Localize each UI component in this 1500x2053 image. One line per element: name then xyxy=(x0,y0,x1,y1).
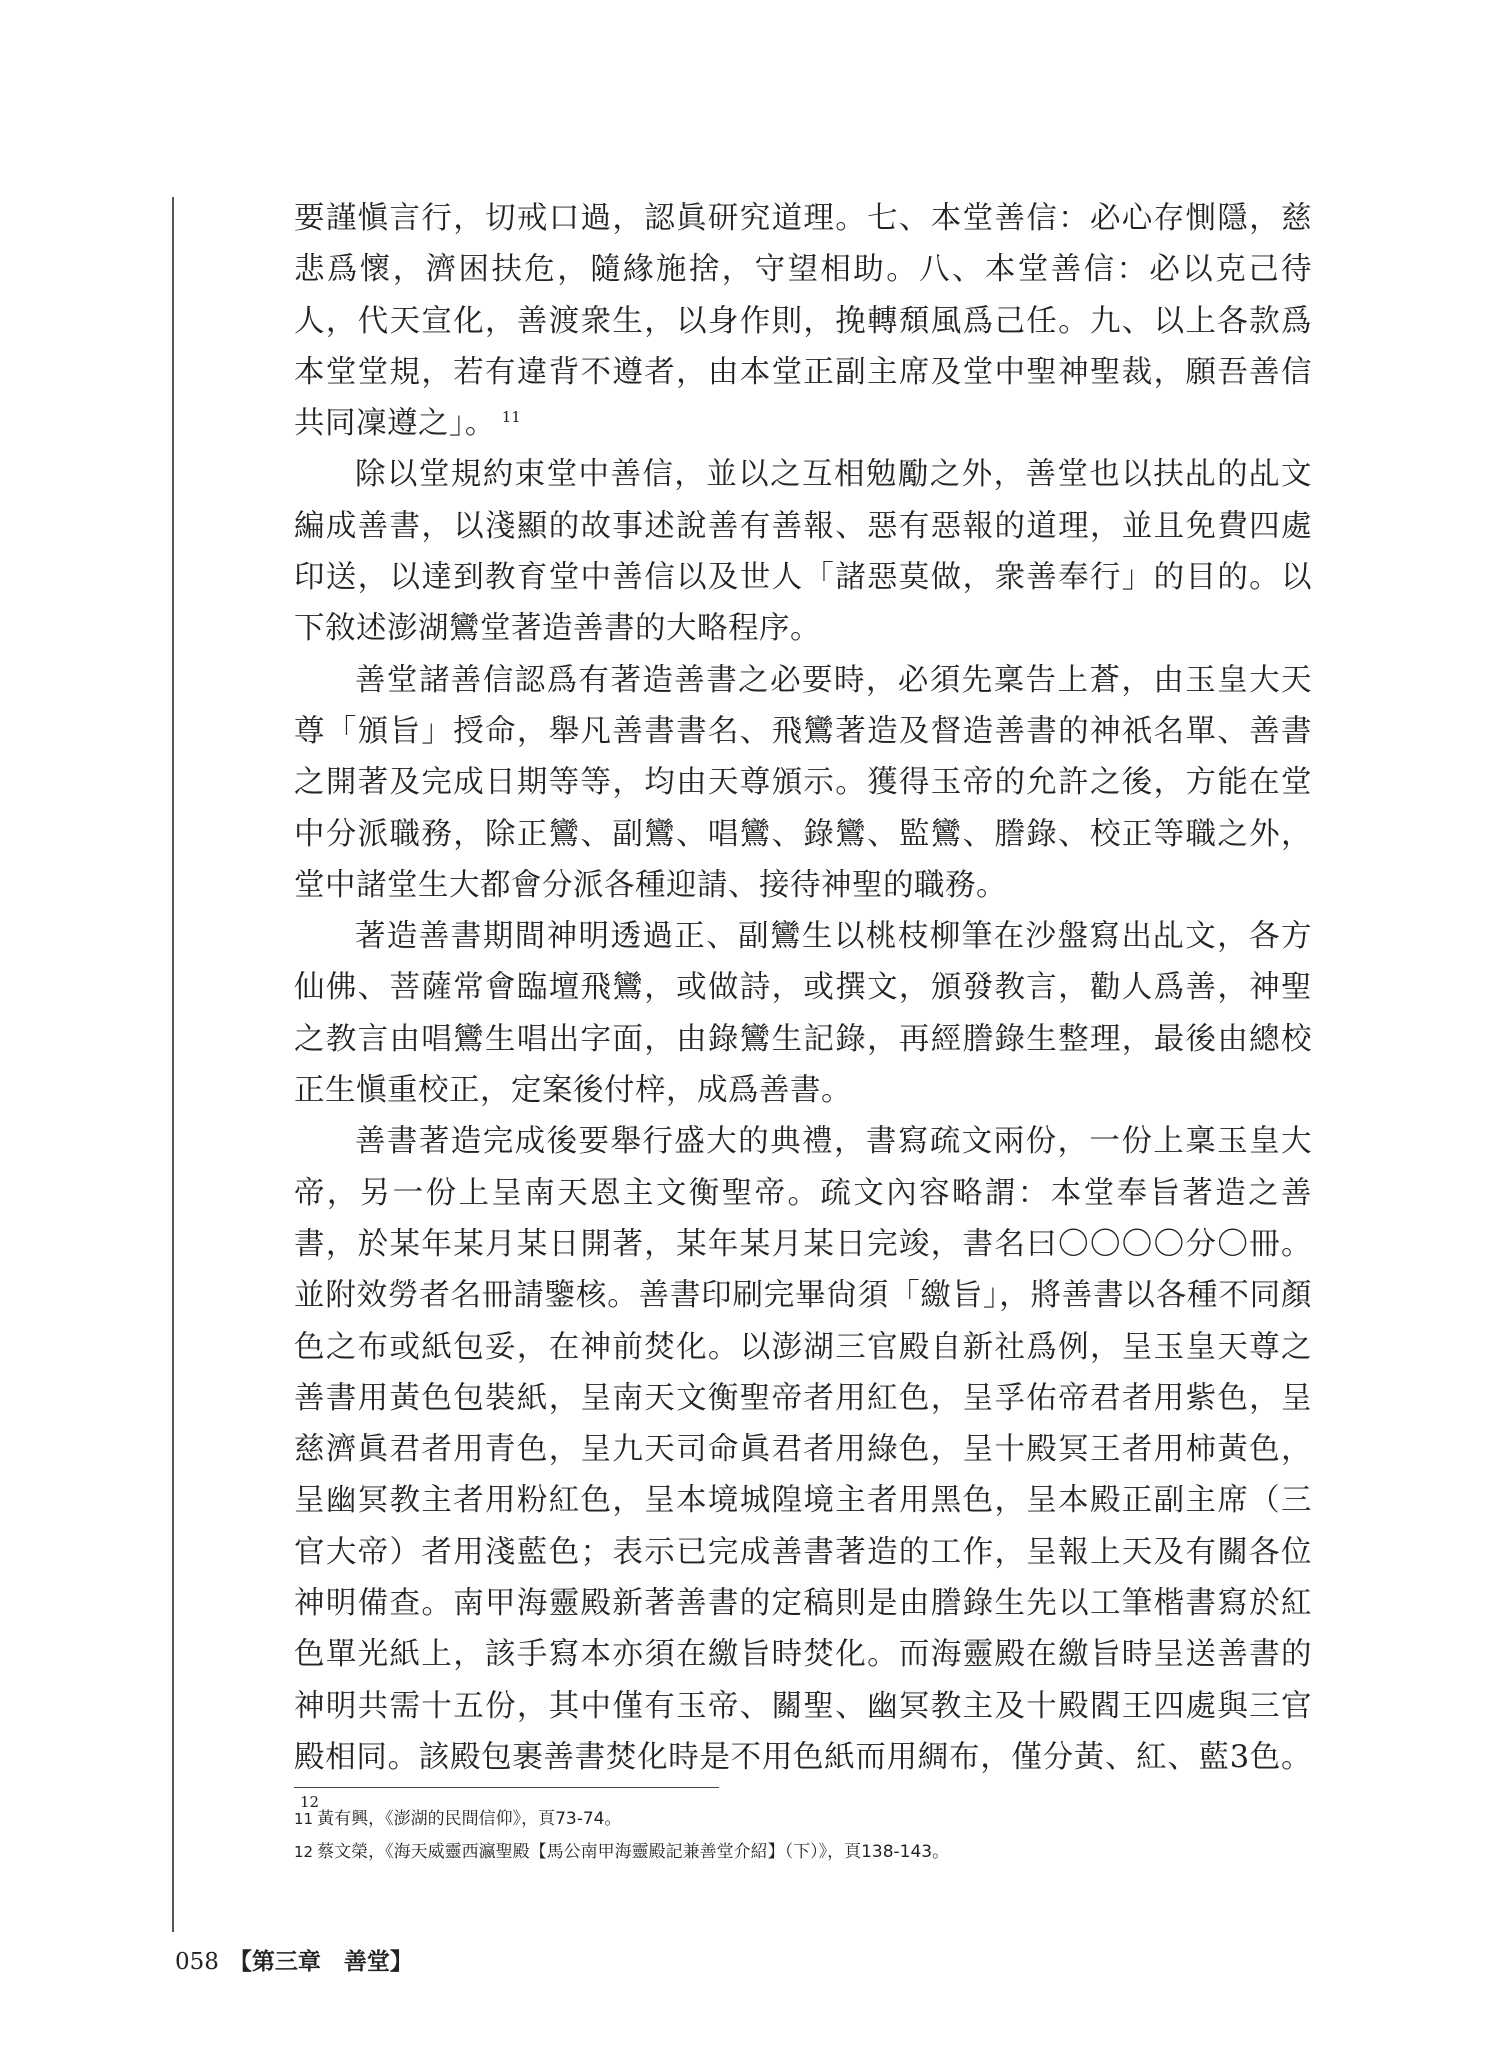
chapter-title: 【第三章 善堂】 xyxy=(228,1948,413,1975)
footnote-ref-12[interactable]: 12 xyxy=(300,1793,320,1812)
paragraph-4-text: 著造善書期間神明透過正、副鸞生以桃枝柳筆在沙盤寫出乩文，各方仙佛、菩薩常會臨壇飛鸞，或做詩，或撰文，頒發教言，勸人爲善，神聖之教言由唱鸞生唱出字面，由錄鸞生記錄，再經謄錄生整理，最後由總校正生愼重校正，定案後付梓，成爲善書。 xyxy=(294,919,1312,1109)
paragraph-3-text: 善堂諸善信認爲有著造善書之必要時，必須先稟告上蒼，由玉皇大天尊「頒旨」授命，舉凡善書書名、飛鸞著造及督造善書的神祇名單、善書之開著及完成日期等等，均由天尊頒示。獲得玉帝的允許之後，方能在堂中分派職務，除正鸞、副鸞、唱鸞、錄鸞、監鸞、謄錄、校正等職之外，堂中諸堂生大都會分派各種迎請、接待神聖的職務。 xyxy=(294,662,1312,903)
footnote-text: 蔡文榮，《海天威靈西瀛聖殿【馬公南甲海靈殿記兼善堂介紹】（下）》，頁138-143。 xyxy=(317,1842,950,1862)
margin-rule xyxy=(172,197,174,1932)
body-text xyxy=(294,193,1312,1835)
footnotes xyxy=(294,1803,1314,1869)
paragraph-5-text: 善書著造完成後要舉行盛大的典禮，書寫疏文兩份，一份上稟玉皇大帝，另一份上呈南天恩主文衡聖帝。疏文內容略謂：本堂奉旨著造之善書，於某年某月某日開著，某年某月某日完竣，書名曰〇〇〇〇分〇冊。並附效勞者名冊請鑒核。善書印刷完畢尙須「繳旨」，將善書以各種不同顏色之布或紙包妥，在神前焚化。以澎湖三官殿自新社爲例，呈玉皇天尊之善書用黃色包裝紙，呈南天文衡聖帝者用紅色，呈孚佑帝君者用紫色，呈慈濟眞君者用青色，呈九天司命眞君者用綠色，呈十殿冥王者用柿黃色，呈幽冥教主者用粉紅色，呈本境城隍境主者用黑色，呈本殿正副主席（三官大帝）者用淺藍色；表示已完成善書著造的工作，呈報上天及有關各位神明備查。南甲海靈殿新著善書的定稿則是由謄錄生先以工筆楷書寫於紅色單光紙上，該手寫本亦須在繳旨時焚化。而海靈殿在繳旨時呈送善書的神明共需十五份，其中僅有玉帝、關聖、幽冥教主及十殿閻王四處與三官殿相同。該殿包裹善書焚化時是不用色紙而用綢布，僅分黃、紅、藍3色。 xyxy=(294,1124,1312,1775)
footnote-number: 12 xyxy=(294,1843,314,1861)
page-number: 058 xyxy=(175,1949,219,1975)
page-footer xyxy=(175,1943,413,1976)
paragraph-4 xyxy=(294,911,1312,1116)
footnote-number: 11 xyxy=(294,1810,314,1828)
footnote-ref-11[interactable]: 11 xyxy=(501,408,521,427)
paragraph-3 xyxy=(294,655,1312,911)
footnote-12 xyxy=(294,1836,1314,1869)
footnote-text: 黃有興，《澎湖的民間信仰》，頁73-74。 xyxy=(317,1809,622,1829)
paragraph-2-text: 除以堂規約束堂中善信，並以之互相勉勵之外，善堂也以扶乩的乩文編成善書，以淺顯的故事述說善有善報、惡有惡報的道理，並且免費四處印送，以達到教育堂中善信以及世人「諸惡莫做，衆善奉行」的目的。以下敘述澎湖鸞堂著造善書的大略程序。 xyxy=(294,457,1312,647)
paragraph-2 xyxy=(294,449,1312,654)
paragraph-1-text: 要謹愼言行，切戒口過，認眞研究道理。七、本堂善信：必心存惻隱，慈悲爲懷，濟困扶危，隨緣施捨，守望相助。八、本堂善信：必以克己待人，代天宣化，善渡衆生，以身作則，挽轉頹風爲己任。九、以上各款爲本堂堂規，若有違背不遵者，由本堂正副主席及堂中聖神聖裁，願吾善信共同凜遵之」。 xyxy=(294,201,1312,442)
footnote-divider xyxy=(294,1787,719,1788)
footnote-11 xyxy=(294,1803,1314,1836)
paragraph-5 xyxy=(294,1116,1312,1834)
paragraph-1 xyxy=(294,193,1312,449)
